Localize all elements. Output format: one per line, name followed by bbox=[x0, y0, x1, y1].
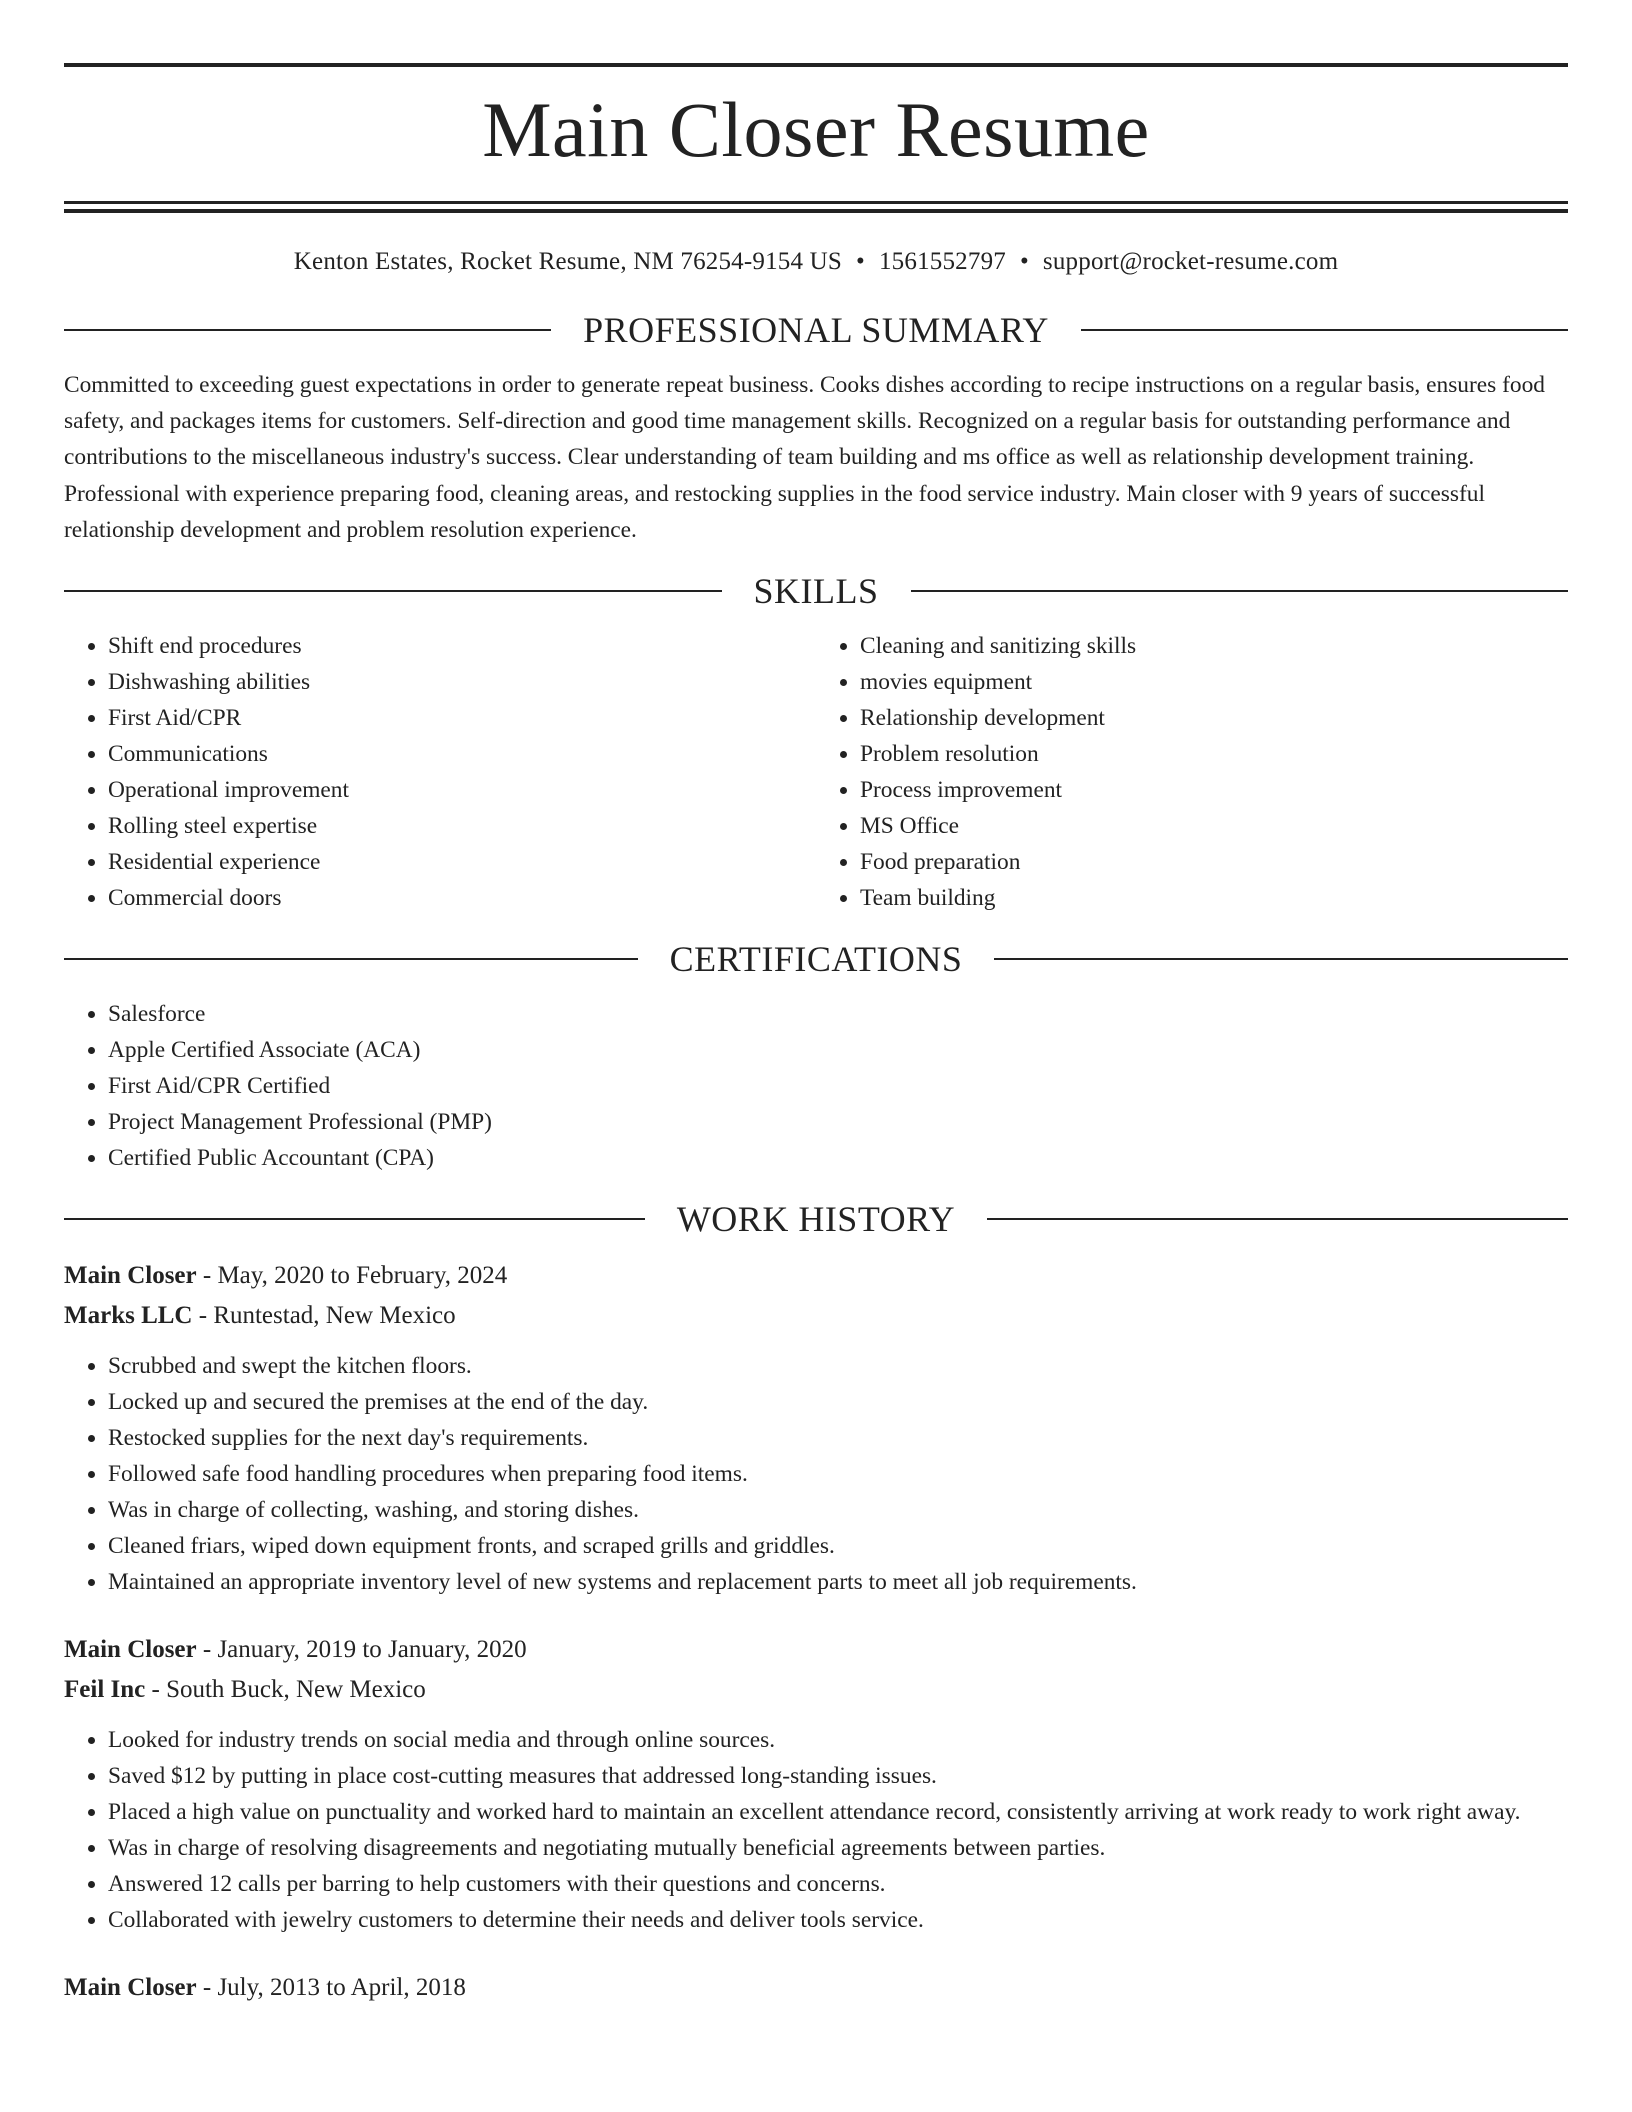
skill-item: • Cleaning and sanitizing skills bbox=[860, 628, 1568, 664]
job-entry bbox=[64, 1256, 1568, 1600]
job-title-line bbox=[64, 1256, 1568, 1296]
summary-text: Committed to exceeding guest expectations in order to generate repeat business. Cooks dishes according to recipe instructions on a regular basis, ensures food safety, and packages items for customers. Self-direction and good time management skills. Recognized on a regular basis for outstanding performance and contributions to the miscellaneous industry's success. Clear understanding of team building and ms office as well as relationship development training. Professional with experience preparing food, cleaning areas, and restocking supplies in the food service industry. Main closer with 9 years of successful relationship development and problem resolution experience. bbox=[64, 372, 1545, 543]
job-entry bbox=[64, 1968, 1568, 2008]
job-bullet: • Placed a high value on punctuality and worked hard to maintain an excellent attendance record, consistently arriving at work ready to work right away. bbox=[108, 1794, 1568, 1830]
job-dates: January, 2019 to January, 2020 bbox=[217, 1636, 527, 1664]
job-bullet: • Answered 12 calls per barring to help customers with their questions and concerns. bbox=[108, 1866, 1568, 1902]
certifications-section-header bbox=[64, 936, 1568, 982]
header-rule-right bbox=[987, 1218, 1568, 1220]
skill-item: • Process improvement bbox=[860, 772, 1568, 808]
contact-separator: • bbox=[856, 248, 865, 275]
skill-item: • Communications bbox=[108, 736, 816, 772]
work-history-section-header bbox=[64, 1196, 1568, 1242]
skill-item: • MS Office bbox=[860, 808, 1568, 844]
job-dash: - bbox=[196, 1636, 218, 1664]
title-double-rule bbox=[64, 201, 1568, 213]
job-title-line bbox=[64, 1630, 1568, 1670]
job-title-line bbox=[64, 1968, 1568, 2008]
job-dates: July, 2013 to April, 2018 bbox=[217, 1974, 466, 2002]
header-rule-left bbox=[64, 329, 551, 331]
resume-page bbox=[64, 0, 1568, 2008]
job-dash: - bbox=[145, 1676, 167, 1704]
job-bullets bbox=[64, 1722, 1568, 1938]
job-dates: May, 2020 to February, 2024 bbox=[217, 1262, 508, 1290]
job-bullet: • Was in charge of collecting, washing, and storing dishes. bbox=[108, 1492, 1568, 1528]
skill-item: • Residential experience bbox=[108, 844, 816, 880]
job-bullet: • Was in charge of resolving disagreements and negotiating mutually beneficial agreements between parties. bbox=[108, 1830, 1568, 1866]
certification-item: • Salesforce bbox=[108, 996, 1568, 1032]
header-rule-right bbox=[911, 590, 1569, 592]
job-bullet: • Looked for industry trends on social media and through online sources. bbox=[108, 1722, 1568, 1758]
job-bullets bbox=[64, 1348, 1568, 1600]
header-rule-left bbox=[64, 1218, 645, 1220]
job-bullet: • Saved $12 by putting in place cost-cutting measures that addressed long-standing issues. bbox=[108, 1758, 1568, 1794]
job-company: Marks LLC bbox=[64, 1302, 193, 1330]
job-dash: - bbox=[196, 1262, 218, 1290]
skill-item: • Rolling steel expertise bbox=[108, 808, 816, 844]
job-bullet: • Followed safe food handling procedures when preparing food items. bbox=[108, 1456, 1568, 1492]
header-rule-right bbox=[994, 958, 1568, 960]
skill-item: • Relationship development bbox=[860, 700, 1568, 736]
job-location: Runtestad, New Mexico bbox=[213, 1302, 456, 1330]
summary-heading: PROFESSIONAL SUMMARY bbox=[583, 310, 1049, 350]
skill-item: • Commercial doors bbox=[108, 880, 816, 916]
header-rule-left bbox=[64, 958, 638, 960]
skill-item: • Problem resolution bbox=[860, 736, 1568, 772]
skill-item: • movies equipment bbox=[860, 664, 1568, 700]
resume-title: Main Closer Resume bbox=[482, 86, 1150, 173]
skills-columns bbox=[64, 628, 1568, 916]
job-company: Feil Inc bbox=[64, 1676, 146, 1704]
certification-item: • Apple Certified Associate (ACA) bbox=[108, 1032, 1568, 1068]
job-company-line bbox=[64, 1296, 1568, 1336]
skill-item: • First Aid/CPR bbox=[108, 700, 816, 736]
job-company-line bbox=[64, 1670, 1568, 1710]
certification-item: • First Aid/CPR Certified bbox=[108, 1068, 1568, 1104]
contact-separator: • bbox=[1019, 248, 1029, 275]
skill-item: • Team building bbox=[860, 880, 1568, 916]
header-rule-right bbox=[1081, 329, 1568, 331]
job-bullet: • Restocked supplies for the next day's requirements. bbox=[108, 1420, 1568, 1456]
job-entry bbox=[64, 1630, 1568, 1938]
skills-section-header bbox=[64, 568, 1568, 614]
certifications-heading: CERTIFICATIONS bbox=[669, 939, 963, 980]
contact-phone: 1561552797 bbox=[878, 248, 1006, 275]
skills-heading: SKILLS bbox=[753, 571, 879, 612]
summary-section-header bbox=[64, 307, 1568, 353]
certification-item: • Project Management Professional (PMP) bbox=[108, 1104, 1568, 1140]
job-dash: - bbox=[196, 1974, 218, 2002]
job-bullet: • Cleaned friars, wiped down equipment fronts, and scraped grills and griddles. bbox=[108, 1528, 1568, 1564]
job-bullet: • Locked up and secured the premises at the end of the day. bbox=[108, 1384, 1568, 1420]
skills-list-right bbox=[816, 628, 1568, 916]
contact-email: support@rocket-resume.com bbox=[1042, 248, 1339, 275]
certifications-list bbox=[64, 996, 1568, 1176]
job-location: South Buck, New Mexico bbox=[166, 1676, 426, 1704]
skill-item: • Operational improvement bbox=[108, 772, 816, 808]
contact-line bbox=[64, 247, 1568, 277]
contact-address: Kenton Estates, Rocket Resume, NM 76254-9154 US bbox=[293, 248, 843, 275]
work-history-list bbox=[64, 1256, 1568, 2008]
header-rule-left bbox=[64, 590, 722, 592]
skill-item: • Shift end procedures bbox=[108, 628, 816, 664]
job-bullet: • Scrubbed and swept the kitchen floors. bbox=[108, 1348, 1568, 1384]
skills-list-left bbox=[64, 628, 816, 916]
job-role: Main Closer bbox=[64, 1974, 197, 2002]
job-role: Main Closer bbox=[64, 1262, 197, 1290]
skill-item: • Dishwashing abilities bbox=[108, 664, 816, 700]
work-history-heading: WORK HISTORY bbox=[676, 1199, 956, 1240]
skill-item: • Food preparation bbox=[860, 844, 1568, 880]
job-bullet: • Collaborated with jewelry customers to determine their needs and deliver tools service. bbox=[108, 1902, 1568, 1938]
job-bullet: • Maintained an appropriate inventory level of new systems and replacement parts to meet all job requirements. bbox=[108, 1564, 1568, 1600]
job-dash: - bbox=[192, 1302, 214, 1330]
job-role: Main Closer bbox=[64, 1636, 197, 1664]
certification-item: • Certified Public Accountant (CPA) bbox=[108, 1140, 1568, 1176]
